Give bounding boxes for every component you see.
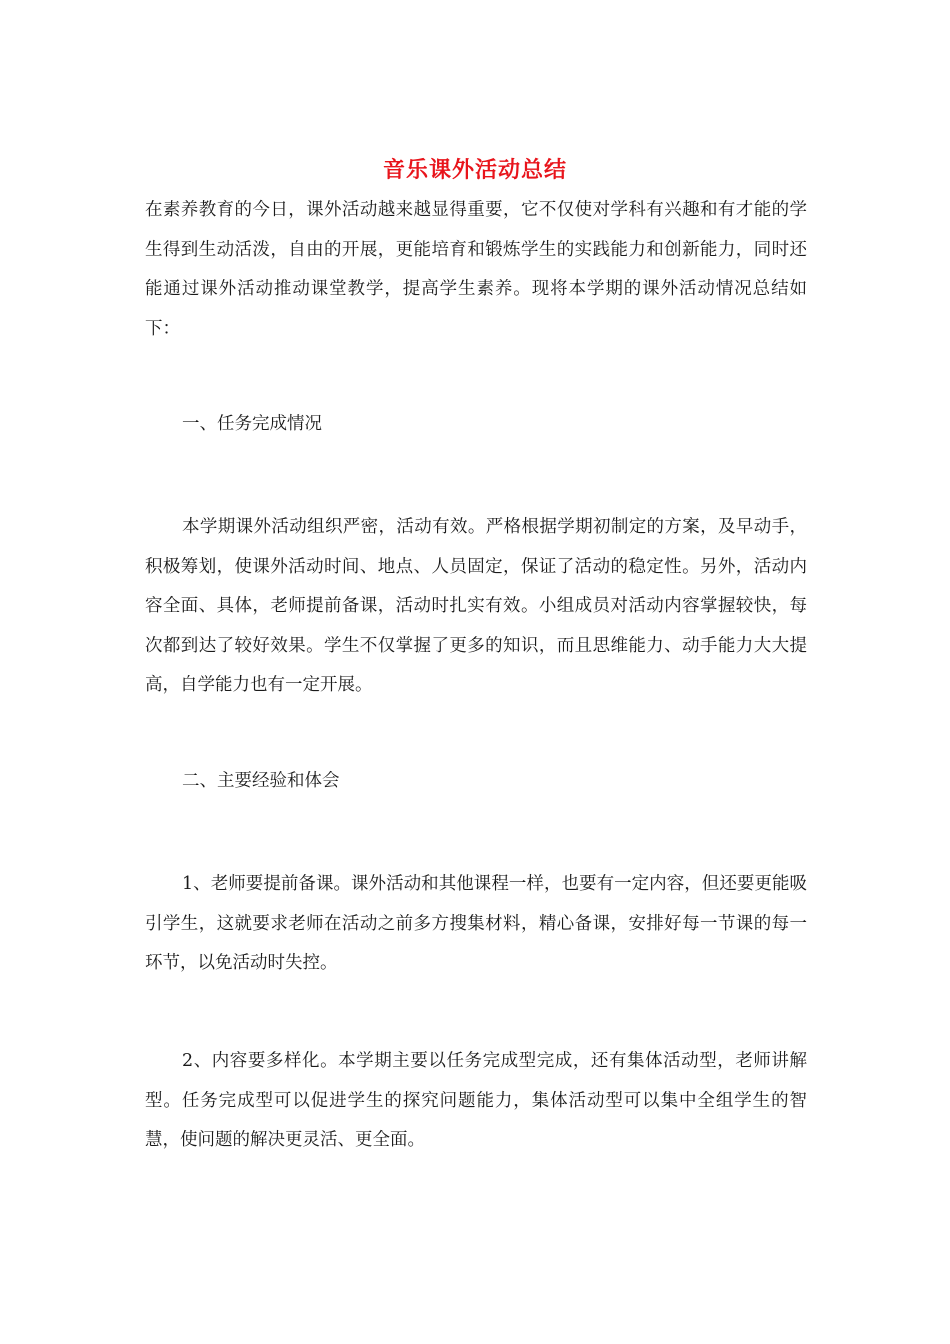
point2-paragraph: 2、内容要多样化。本学期主要以任务完成型完成，还有集体活动型，老师讲解型。任务完成型可以促进学生的探究问题能力，集体活动型可以集中全组学生的智慧，使问题的解决更灵活、更全面。 [145, 1051, 807, 1150]
intro-paragraph: 在素养教育的今日，课外活动越来越显得重要，它不仅使对学科有兴趣和有才能的学生得到生动活泼，自由的开展，更能培育和锻炼学生的实践能力和创新能力，同时还能通过课外活动推动课堂教学，提高学生素养。现将本学期的课外活动情况总结如下： [145, 200, 807, 339]
point1-paragraph: 1、老师要提前备课。课外活动和其他课程一样，也要有一定内容，但还要更能吸引学生，这就要求老师在活动之前多方搜集材料，精心备课，安排好每一节课的每一环节，以免活动时失控。 [145, 874, 807, 973]
section2-heading: 二、主要经验和体会 [182, 771, 340, 791]
document-title: 音乐课外活动总结 [382, 157, 567, 183]
section1-paragraph: 本学期课外活动组织严密，活动有效。严格根据学期初制定的方案，及早动手，积极筹划，使课外活动时间、地点、人员固定，保证了活动的稳定性。另外，活动内容全面、具体，老师提前备课，活动时扎实有效。小组成员对活动内容掌握较快，每次都到达了较好效果。学生不仅掌握了更多的知识，而且思维能力、动手能力大大提高，自学能力也有一定开展。 [145, 517, 807, 695]
section1-heading: 一、任务完成情况 [182, 414, 322, 434]
